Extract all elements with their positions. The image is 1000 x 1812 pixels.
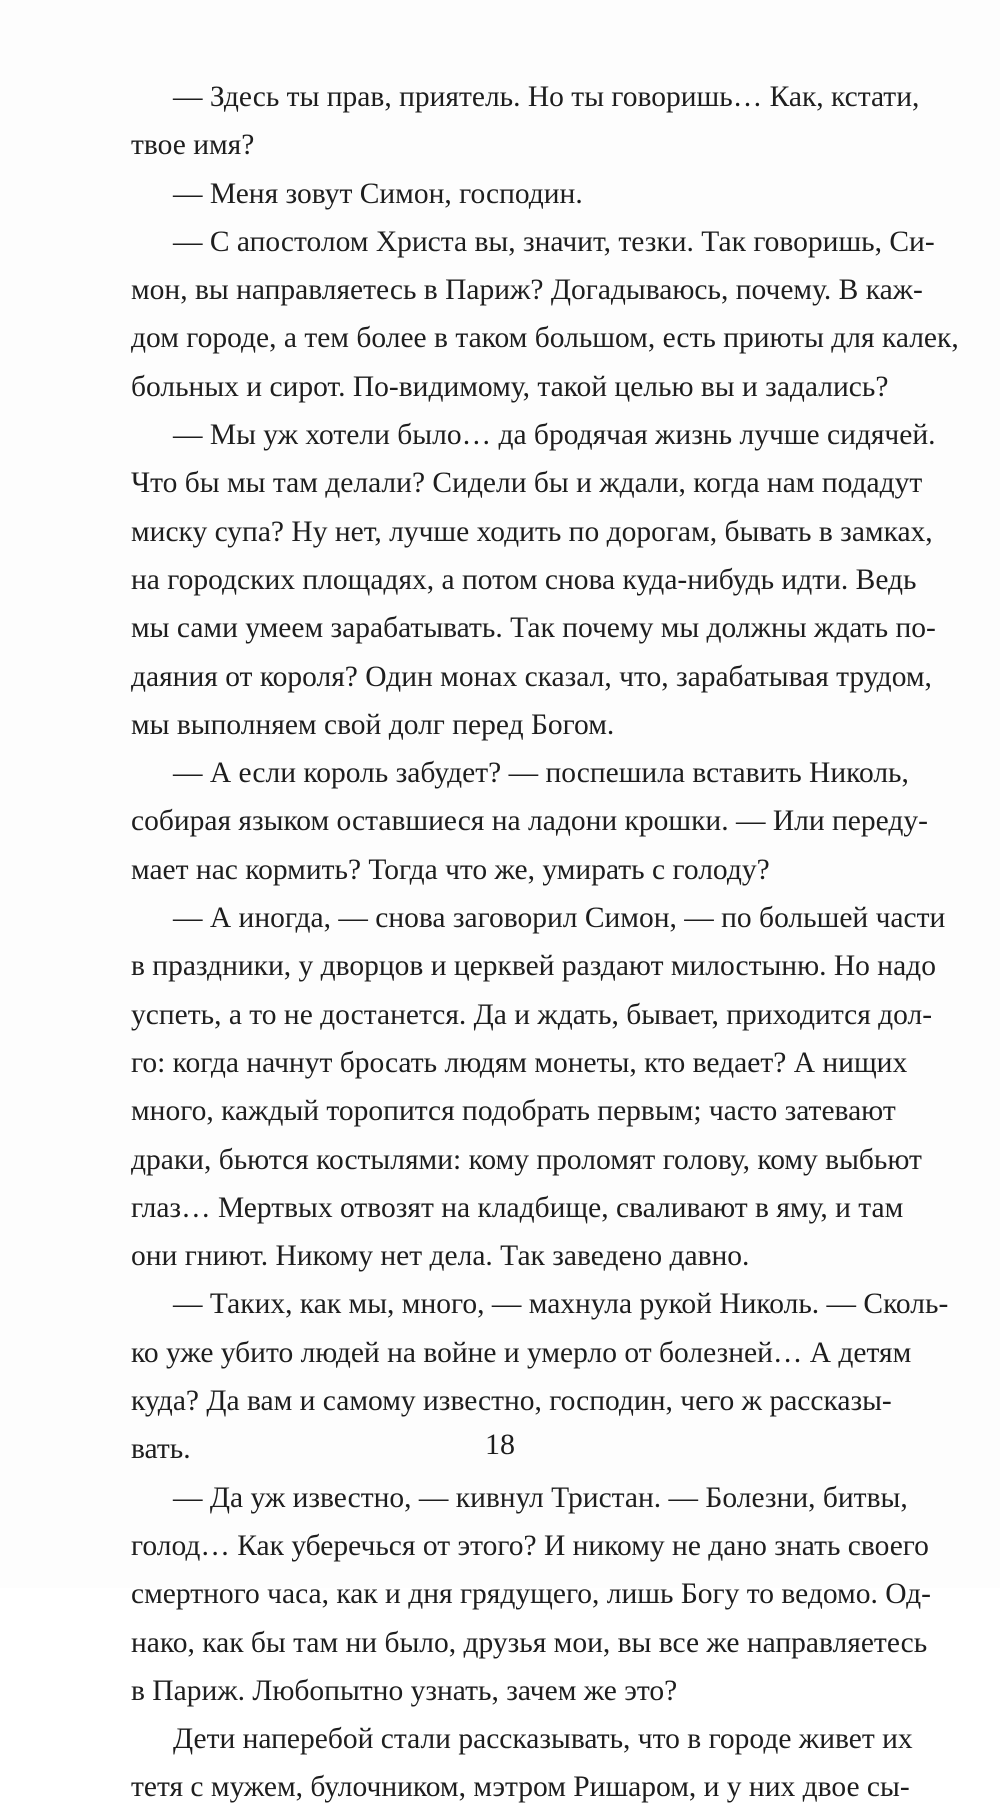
text-line: — А если король забудет? — поспешила вставить Николь, — [173, 757, 909, 790]
text-line: собирая языком оставшиеся на ладони крошки. — Или переду- — [131, 805, 928, 838]
text-line: вать. — [131, 1433, 191, 1466]
text-line: — Меня зовут Симон, господин. — [173, 177, 583, 210]
text-line: тетя с мужем, булочником, мэтром Ришаром, и у них двое сы- — [131, 1771, 910, 1804]
text-line: на городских площадях, а потом снова куда-нибудь идти. Ведь — [131, 563, 917, 596]
text-line: больных и сирот. По-видимому, такой целью вы и задались? — [131, 370, 889, 403]
text-line: миску супа? Ну нет, лучше ходить по дорогам, бывать в замках, — [131, 515, 933, 548]
text-line: нако, как бы там ни было, друзья мои, вы все же направляетесь — [131, 1626, 928, 1659]
text-line: го: когда начнут бросать людям монеты, кто ведает? А нищих — [131, 1046, 908, 1079]
text-line: Что бы мы там делали? Сидели бы и ждали, когда нам подадут — [131, 467, 923, 500]
paragraph — [131, 411, 936, 749]
body-text — [131, 73, 959, 1812]
text-line: — Мы уж хотели было… да бродячая жизнь лучше сидячей. — [173, 419, 936, 452]
paragraph — [131, 218, 959, 411]
text-line: даяния от короля? Один монах сказал, что, зарабатывая трудом, — [131, 660, 932, 693]
text-line: смертного часа, как и дня грядущего, лишь Богу то ведомо. Од- — [131, 1578, 931, 1611]
paragraph — [131, 170, 891, 218]
text-line: — С апостолом Христа вы, значит, тезки. Так говоришь, Си- — [173, 225, 935, 258]
paragraph — [131, 894, 946, 1280]
text-line: голод… Как уберечься от этого? И никому не дано знать своего — [131, 1529, 929, 1562]
text-line: много, каждый торопится подобрать первым; часто затевают — [131, 1095, 896, 1128]
text-line: — Здесь ты прав, приятель. Но ты говоришь… Как, кстати, — [173, 81, 920, 113]
text-line: — Да уж известно, — кивнул Тристан. — Болезни, битвы, — [173, 1481, 908, 1514]
text-line: твое имя? — [131, 129, 255, 162]
paragraph — [131, 749, 928, 894]
text-line: дом городе, а тем более в таком большом, есть приюты для калек, — [131, 322, 959, 355]
paragraph — [131, 1474, 931, 1715]
text-line: Дети наперебой стали рассказывать, что в городе живет их — [173, 1723, 913, 1756]
text-line: — Таких, как мы, много, — махнула рукой Николь. — Сколь- — [173, 1288, 949, 1321]
text-line: в праздники, у дворцов и церквей раздают милостыню. Но надо — [131, 950, 936, 983]
paragraph — [131, 1715, 913, 1812]
text-line: глаз… Мертвых отвозят на кладбище, сваливают в яму, и там — [131, 1191, 904, 1224]
text-line: мы выполняем свой долг перед Богом. — [131, 708, 615, 741]
text-line: мон, вы направляетесь в Париж? Догадываюсь, почему. В каж- — [131, 274, 923, 307]
text-line: драки, бьются костылями: кому проломят голову, кому выбьют — [131, 1143, 922, 1176]
text-line: — А иногда, — снова заговорил Симон, — по большей части — [173, 902, 946, 935]
text-line: мает нас кормить? Тогда что же, умирать с голоду? — [131, 853, 770, 886]
text-line: мы сами умеем зарабатывать. Так почему мы должны ждать по- — [131, 612, 936, 645]
text-line: они гниют. Никому нет дела. Так заведено давно. — [131, 1240, 750, 1273]
paragraph — [131, 73, 920, 170]
text-line: в Париж. Любопытно узнать, зачем же это? — [131, 1674, 678, 1707]
text-line: куда? Да вам и самому известно, господин, чего ж рассказы- — [131, 1385, 892, 1418]
text-line: ко уже убито людей на войне и умерло от болезней… А детям — [131, 1336, 912, 1369]
page-number: 18 — [485, 1428, 515, 1461]
text-line: успеть, а то не достанется. Да и ждать, бывает, приходится дол- — [131, 998, 933, 1031]
